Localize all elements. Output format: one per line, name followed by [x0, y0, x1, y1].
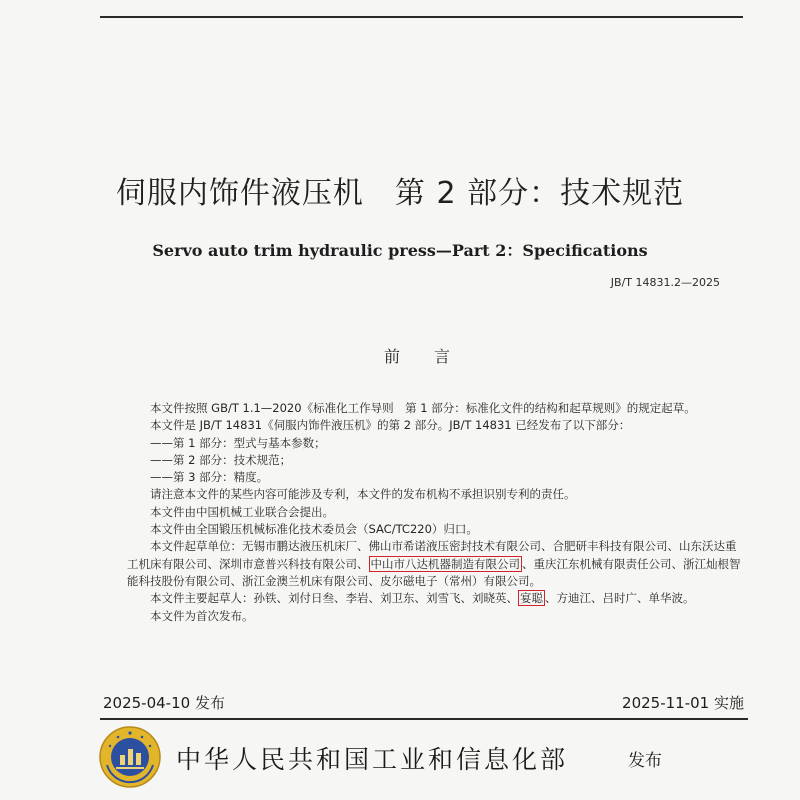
footer-rule — [100, 718, 748, 720]
paragraph-patent-notice: 请注意本文件的某些内容可能涉及专利，本文件的发布机构不承担识别专利的责任。 — [150, 487, 576, 502]
paragraph-drafting-basis: 本文件按照 GB/T 1.1—2020《标准化工作导则 第 1 部分：标准化文件的结构和起草规则》的规定起草。 — [150, 401, 696, 415]
list-item-part-2: ——第 2 部分：技术规范； — [150, 452, 292, 467]
paragraph-drafting-units — [127, 538, 747, 590]
paragraph-drafters — [127, 590, 747, 607]
drafting-units-text-a: 本文件起草单位：无锡市鹏达液压机床厂、佛山市希诺液压密封技术有限公司、合肥研丰科技有限公司、山东沃达重工机床有限公司、深圳市意普兴科技有限公司、 — [127, 539, 737, 571]
list-item-part-1: ——第 1 部分：型式与基本参数； — [150, 435, 326, 450]
foreword-heading: 前言 — [383, 347, 484, 366]
paragraph-committee: 本文件由全国锻压机械标准化技术委员会（SAC/TC220）归口。 — [150, 522, 478, 537]
publish-label: 发布 — [628, 751, 662, 771]
ministry-seal-icon — [98, 725, 162, 789]
document-title-en: Servo auto trim hydraulic press—Part 2：Specifications — [152, 241, 648, 260]
effective-date: 2025-11-01 实施 — [622, 694, 744, 712]
highlighted-company: 中山市八达机器制造有限公司 — [370, 556, 520, 571]
paragraph-first-release: 本文件为首次发布。 — [150, 608, 254, 623]
release-date: 2025-04-10 发布 — [103, 694, 225, 712]
paragraph-proposer: 本文件由中国机械工业联合会提出。 — [150, 504, 334, 519]
ministry-name: 中华人民共和国工业和信息化部 — [176, 745, 569, 774]
paragraph-part-intro: 本文件是 JB/T 14831《伺服内饰件液压机》的第 2 部分。JB/T 14831 已经发布了以下部分： — [150, 418, 631, 433]
drafters-text-a: 本文件主要起草人：孙铁、刘付日叁、李岩、刘卫东、刘雪飞、刘晓英、 — [150, 591, 518, 606]
highlighted-drafter: 宴聪 — [520, 591, 543, 606]
list-item-part-3: ——第 3 部分：精度。 — [150, 470, 269, 485]
standard-code: JB/T 14831.2—2025 — [610, 276, 720, 289]
drafters-text-b: 、方迪江、吕时广、单华波。 — [545, 591, 695, 606]
document-title-cn: 伺服内饰件液压机 第 2 部分：技术规范 — [115, 176, 685, 211]
top-rule — [100, 16, 743, 18]
drafting-units-text-b: 、重庆江东机械有限责任公司、浙江灿根智能科技股份有限公司、浙江金澳兰机床有限公司、皮尔磁电子（常州）有限公司。 — [127, 556, 741, 588]
seal-graphic — [98, 725, 162, 789]
foreword-body — [127, 400, 747, 625]
